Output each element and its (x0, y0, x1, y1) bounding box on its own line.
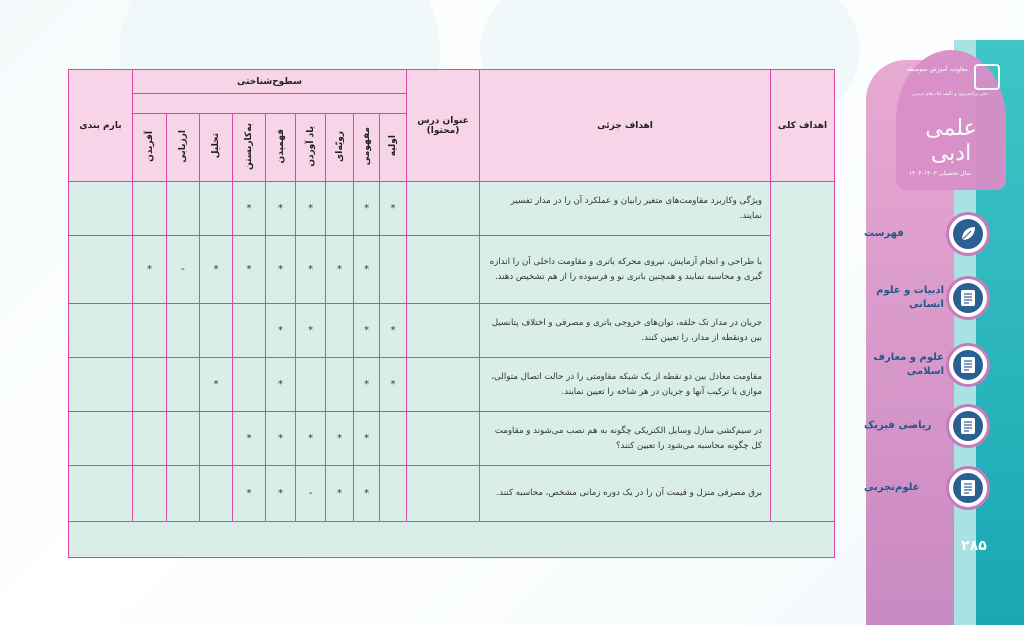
level-mark-cell (326, 358, 354, 412)
document-icon (946, 466, 990, 510)
level-mark-cell (133, 412, 167, 466)
lesson-title-cell (407, 236, 480, 304)
sidebar-nav-label: علوم و معارف اسلامی (873, 352, 944, 377)
table-row (69, 412, 835, 466)
general-goal-cell (771, 182, 835, 522)
level-header: یاد آوردن (296, 114, 326, 182)
level-mark-cell: * (233, 182, 266, 236)
lesson-title-cell (407, 466, 480, 522)
grading-cell (69, 358, 133, 412)
level-mark-cell: * (266, 466, 296, 522)
level-header: رویّه‌ای (326, 114, 354, 182)
logo-top-text: معاونت آموزش متوسطه (906, 66, 968, 73)
level-mark-cell: * (296, 182, 326, 236)
level-mark-cell (380, 466, 407, 522)
ministry-emblem-icon (974, 64, 1000, 90)
level-mark-cell (200, 182, 233, 236)
sidebar-nav-label: علوم‌تجربی (864, 482, 920, 493)
level-mark-cell: * (354, 412, 380, 466)
level-mark-cell: * (233, 236, 266, 304)
level-mark-cell (200, 304, 233, 358)
lesson-title-cell (407, 304, 480, 358)
level-header: ارزیابی (167, 114, 200, 182)
level-mark-cell: * (266, 304, 296, 358)
level-header: به‌کاربستن (233, 114, 266, 182)
level-mark-cell: * (326, 412, 354, 466)
sidebar-nav-label: ریاضی فیزیک (864, 420, 932, 431)
grading-header: بارم بندی (69, 70, 133, 182)
sidebar-nav-item[interactable] (864, 400, 1004, 452)
level-mark-cell (167, 304, 200, 358)
level-mark-cell: * (200, 236, 233, 304)
document-icon (946, 276, 990, 320)
cognitive-subheader (133, 94, 407, 114)
table-row (69, 466, 835, 522)
page-number: ۲۸۵ (961, 538, 987, 554)
level-mark-cell (233, 304, 266, 358)
level-mark-cell: * (233, 466, 266, 522)
level-mark-cell: * (200, 358, 233, 412)
grading-cell (69, 412, 133, 466)
level-mark-cell (326, 304, 354, 358)
level-mark-cell (380, 412, 407, 466)
sidebar (866, 0, 1024, 625)
level-mark-cell (200, 412, 233, 466)
level-mark-cell (133, 182, 167, 236)
level-mark-cell: * (354, 236, 380, 304)
grading-cell (69, 304, 133, 358)
level-mark-cell: * (380, 304, 407, 358)
sidebar-nav-label: ادبیات و علوم انسانی (876, 285, 944, 310)
objectives-table (68, 69, 834, 555)
sidebar-nav-item[interactable] (864, 462, 1004, 514)
table-row (69, 236, 835, 304)
level-mark-cell (296, 358, 326, 412)
level-mark-cell (167, 358, 200, 412)
partial-goals-header: اهداف جزئی (480, 70, 771, 182)
level-header: اولیه (380, 114, 407, 182)
level-mark-cell: * (266, 236, 296, 304)
document-icon (946, 343, 990, 387)
level-mark-cell: * (326, 466, 354, 522)
cognitive-levels-header: سطوح‌شناختی (133, 70, 407, 94)
level-mark-cell: * (266, 412, 296, 466)
level-mark-cell: * (380, 358, 407, 412)
table-footer-row (69, 522, 835, 558)
level-mark-cell (326, 182, 354, 236)
level-mark-cell: * (354, 304, 380, 358)
lesson-title-cell (407, 358, 480, 412)
academic-year: سال تحصیلی ۱۴۰۳-۱۴۰۴ (908, 170, 972, 177)
level-mark-cell: * (326, 236, 354, 304)
brand-logo (896, 50, 1006, 190)
level-mark-cell: - (296, 466, 326, 522)
partial-goal-text: با طراحی و انجام آزمایش، نیروی محرکه باتری و مقاومت داخلی آن را اندازه گیری و محاسبه نمایند و همچنین باتری نو و فرسوده را از هم تشخیص دهند. (480, 236, 771, 304)
level-mark-cell (167, 466, 200, 522)
level-mark-cell (200, 466, 233, 522)
lesson-title-cell (407, 182, 480, 236)
lesson-title-header: عنوان درس (محتوا) (407, 70, 480, 182)
document-icon (946, 404, 990, 448)
table-footer-cell (69, 522, 835, 558)
grading-cell (69, 182, 133, 236)
logo-title: علمی ادبی (925, 116, 977, 166)
partial-goal-text: در سیم‌کشی منازل وسایل الکتریکی چگونه به هم نصب می‌شوند و مقاومت کل چگونه محاسبه می‌شود را تعیین کنند؟ (480, 412, 771, 466)
level-mark-cell (167, 412, 200, 466)
sidebar-nav-item[interactable] (864, 208, 1004, 260)
level-mark-cell (233, 358, 266, 412)
level-mark-cell (133, 358, 167, 412)
sidebar-nav-item[interactable] (873, 339, 1004, 391)
lesson-title-cell (407, 412, 480, 466)
table-row (69, 304, 835, 358)
leaf-icon (946, 212, 990, 256)
partial-goal-text: جریان در مدار تک حلقه، توان‌های خروجی باتری و مصرفی و اختلاف پتانسیل بین دونقطه از مدار، را تعیین کنند. (480, 304, 771, 358)
level-mark-cell: * (266, 182, 296, 236)
level-mark-cell: * (133, 236, 167, 304)
level-header: فهمیدن (266, 114, 296, 182)
level-mark-cell (133, 466, 167, 522)
level-mark-cell: * (296, 412, 326, 466)
table-row (69, 182, 835, 236)
sidebar-nav-label: فهرست (864, 228, 904, 239)
level-header: آفریدن (133, 114, 167, 182)
level-header: تحلیل (200, 114, 233, 182)
level-mark-cell: - (167, 236, 200, 304)
sidebar-nav-item[interactable] (876, 272, 1004, 324)
level-mark-cell: * (354, 358, 380, 412)
level-mark-cell (133, 304, 167, 358)
level-mark-cell: * (233, 412, 266, 466)
level-mark-cell: * (296, 304, 326, 358)
level-header: مفهومی (354, 114, 380, 182)
level-mark-cell: * (296, 236, 326, 304)
table-row (69, 358, 835, 412)
partial-goal-text: ویژگی وکاربرد مقاومت‌های متغیر رابیان و عملکرد آن را در مدار تفسیر نمایند. (480, 182, 771, 236)
level-mark-cell (380, 236, 407, 304)
partial-goal-text: مقاومت معادل بین دو نقطه از یک شبکه مقاومتی را در حالت اتصال متوالی، موازی یا ترکیب آنها و جریان در هر شاخه را تعیین نمایند. (480, 358, 771, 412)
general-goals-header: اهداف کلی (771, 70, 835, 182)
level-mark-cell (167, 182, 200, 236)
grading-cell (69, 236, 133, 304)
grading-cell (69, 466, 133, 522)
level-mark-cell: * (266, 358, 296, 412)
level-mark-cell: * (354, 466, 380, 522)
level-mark-cell: * (354, 182, 380, 236)
level-mark-cell: * (380, 182, 407, 236)
logo-sub-text: دفتر برنامه‌ریزی و تألیف کتاب‌های درسی (911, 92, 989, 97)
partial-goal-text: برق مصرفی منزل و قیمت آن را در یک دوره زمانی مشخص، محاسبه کنند. (480, 466, 771, 522)
